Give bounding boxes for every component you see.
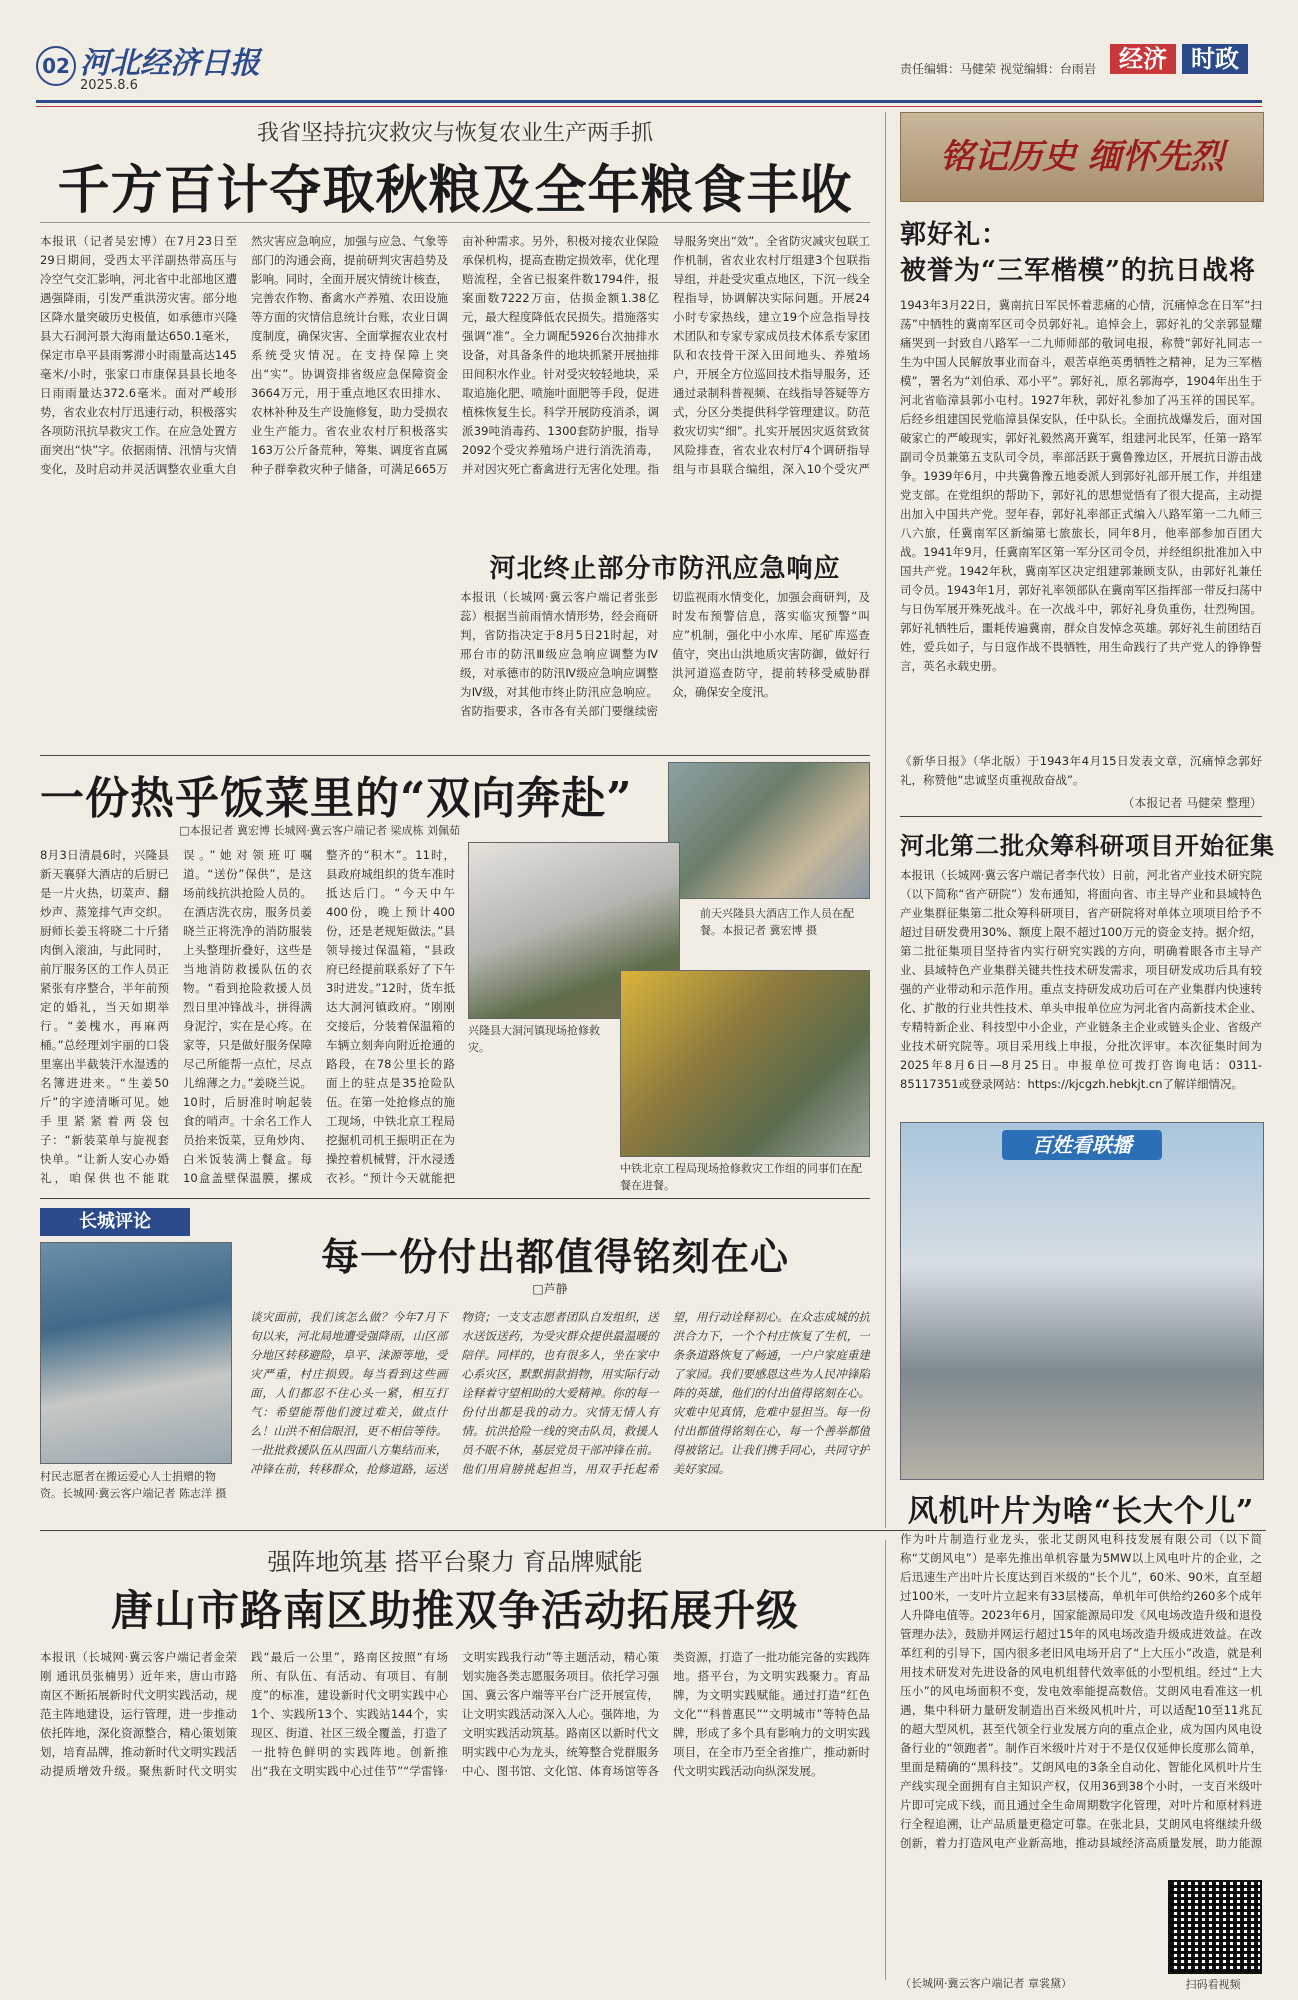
divider: [40, 222, 870, 223]
paper-name: 河北经济日报: [80, 46, 260, 81]
history-headline-person: 郭好礼：: [900, 220, 1009, 250]
meal-photo-kitchen: [668, 762, 870, 899]
history-banner: [900, 112, 1264, 202]
divider: [40, 755, 870, 756]
commentary-byline: □芦静: [532, 1282, 568, 1296]
research-body: 本报讯（长城网·冀云客户端记者李代妆）日前，河北省产业技术研究院（以下简称“省产研院”）发布通知，将面向省、市主导产业和县域特色产业集群征集第二批众筹科研项目，省产研院将对单体立项项目给予不超过目研发费用30%、额度上限不超过100万元的资金支持。据介绍，第二批征集项目坚持省内实行研究实践的方向，明确着眼各市主导产业、县域特色产业集群关键共性技术研发需求，项目研发成功后具有较强的产业带动和示范作用。重点支持研发成功后可在产业集群内快速转化、扩散的行业共性技术、单头申报单位应为河北省内高新技术企业、专精特新企业、科技型中小企业，产业链条主企业或链头企业、省级产业技术研究院等。项目采用线上申报，分批次评审。本次征集时间为2025年8月6日—8月25日。申报单位可拨打咨询电话：0311-85117351或登录网站：https://kjcgzh.hebkjt.cn了解详细情况。: [900, 868, 1262, 1091]
section-tag-politics: 时政: [1182, 44, 1248, 74]
meal-body: 8月3日清晨6时，兴隆县新天襄驿大酒店的后厨已是一片火热，切菜声、翻炒声、蒸笼排气声交织。厨师长姜玉将晓二十斤猪肉倒入滚油，与此同时，前厅服务区的工作人员正紧张有序整合，半年前预定的婚礼，当天如期举行。“姜槐水，再麻两桶。”总经理刘宇丽的口袋里塞出半截装汗水湿透的名簿进进来。“生姜50斤”的字迹清晰可见。她手里紧紧着两袋包子：“新装菜单与旋视套快单。“让新人安心办婚礼，咱保供也不能耽误。”她对领班叮嘱道。“送份”保供”，是这场前线抗洪抢险人员的。在酒店洗衣房，服务员姜晓兰正将洗净的消防服装上头整理折叠好，这些是当地消防救援队伍的衣物。“看到抢险救援人员烈日里冲锋战斗，拼得满身泥泞，实在是心疼。在家等，只是做好服务保障尽己所能帮一点忙，尽点儿绵薄之力。”姜晓兰说。10时，后厨准时响起装食的哨声。十余名工作人员抬来饭菜，豆角炒肉、白米饭装满上餐盒。每10盒盖壁保温膜，摞成整齐的“积木”。11时，县政府城组织的货车准时抵达后门。“今天中午400份，晚上预计400份，还是老规矩做法。”县领导接过保温箱，“县政府已经提前联系好了下午3时进发。”12时，货车抵达大洞河镇政府。“刚刚交接后，分装着保温箱的车辆立刻奔向附近抢通的路段，在78公里长的路面上的驻点是35抢险队伍。在第一处抢修点的施工现场，中铁北京工程局挖掘机司机王振明正在为操控着机械臂，汗水浸透衣衫。“预计今天就能把: [40, 848, 455, 1185]
section-tag-economy: 经济: [1110, 44, 1176, 74]
meal-body-continued: [468, 1060, 613, 1190]
live-stream-banner-title: 百姓看联播: [1032, 1133, 1132, 1157]
editor-credits: 责任编辑：马健荣 视觉编辑：台雨岩: [900, 62, 1096, 76]
commentary-column-banner: [40, 1208, 190, 1236]
history-body: 1943年3月22日，冀南抗日军民怀着悲痛的心情，沉痛悼念在日军“扫荡”中牺牲的冀南军区司令员郭好礼。追悼会上，郭好礼的父亲郭显耀痛哭到一封致自八路军一二九师师部的敬词电报，称赞“郭好礼同志一生为中国人民解放事业而奋斗，艰苦卓绝英勇牺牲之精神，足为三军楷模”，署名为“刘伯承、邓小平”。郭好礼，原名郭海亭，1904年出生于河北省临漳县郭小屯村。1927年秋，郭好礼参加了冯玉祥的国民军。后经乡组建国民党临漳县保安队，任中队长。全面抗战爆发后，面对国破家亡的严峻现实，郭好礼毅然离开冀军，组建河北民军，任第一路军副司令员兼第五支队司令员，率部活跃于冀鲁豫边区，开展抗日游击战争。1939年6月，中共冀鲁豫五地委派人到郭好礼部开展工作，并组建党支部。在党组织的帮助下，郭好礼的思想觉悟有了很大提高，主动提出加入中国共产党。翌年春，郭好礼率部正式编入八路军第一二九师三八六旅，任冀南军区新编第七旅旅长，同年8月，他率部参加百团大战。1941年9月，任冀南军区第一军分区司令员，并经组织批准加入中国共产党。1942年秋，冀南军区决定组建郭兼顾支队，由郭好礼兼任司令员。1943年1月，郭好礼率领部队在冀南军区指挥部一带反扫荡中与日伪军展开殊死战斗。在一次战斗中，郭好礼身负重伤，壮烈殉国。郭好礼牺牲后，噩耗传遍冀南，群众自发悼念英雄。郭好礼生前团结百姓，爱兵如子，与日寇作战不畏牺牲，用生命践行了共产党人的铮铮誓言，英名永载史册。: [900, 298, 1262, 673]
header-rule: [36, 100, 1262, 103]
grain-headline: 千方百计夺取秋粮及全年粮食丰收: [57, 160, 853, 221]
tangshan-body: 本报讯（长城网·冀云客户端记者金荣刚 通讯员张楠男）近年来，唐山市路南区不断拓展新时代文明实践活动，规范主阵地建设，运行管理，进一步推动依托阵地，深化资源整合，精心策划策划，培育品牌，推动新时代文明实践活动提质增效升级。聚焦新时代文明实践“最后一公里”，路南区按照“有场所、有队伍、有活动、有项目、有制度”的标准，建设新时代文明实践中心1个、实践所13个、实践站144个，实现区、街道、社区三级全覆盖，打造了一批特色鲜明的实践阵地。创新推出“我在文明实践中心过佳节”“学雷锋·文明实践我行动”等主题活动，精心策划实施各类志愿服务项目。依托学习强国、冀云客户端等平台广泛开展宣传，让文明实践活动深入人心。强阵地，为文明实践活动筑基。路南区以新时代文明实践中心为龙头，统筹整合党群服务中心、图书馆、文化馆、体育场馆等各类资源，打造了一批功能完备的实践阵地。搭平台，为文明实践聚力。育品牌，为文明实践赋能。通过打造“红色文化”“科普惠民”“文明城市”等特色品牌，形成了多个具有影响力的文明实践项目，在全市乃至全省推广，推动新时代文明实践活动向纵深发展。: [40, 1650, 870, 1778]
history-source-note: 《新华日报》（华北版）于1943年4月15日发表文章，沉痛悼念郭好礼，称赞他“忠诚坚贞重视敌奋战”。: [900, 754, 1262, 787]
page-number: 02: [36, 46, 76, 86]
meal-photo-caption-3: 中铁北京工程局现场抢修救灾工作组的同事们在配餐在进餐。: [620, 1162, 862, 1192]
commentary-photo-caption: 村民志愿者在搬运爱心人士捐赠的物资。长城网·冀云客户端记者 陈志洋 摄: [40, 1470, 227, 1500]
grain-body-continued: [40, 500, 440, 750]
research-headline: 河北第二批众筹科研项目开始征集: [900, 831, 1275, 860]
qr-code-icon[interactable]: [1168, 1880, 1262, 1974]
history-byline: （本报记者 马健荣 整理）: [1122, 796, 1262, 810]
qr-caption: 扫码看视频: [1185, 1978, 1241, 1991]
turbine-body-continued: [900, 1852, 1150, 1972]
header-rule-thin: [36, 106, 1262, 107]
turbine-photo: [900, 1122, 1264, 1480]
turbine-headline: 风机叶片为啥“长大个儿”: [907, 1494, 1255, 1529]
meal-photo-caption-2: 兴隆县大洞河镇现场抢修救灾。: [468, 1024, 600, 1054]
live-stream-banner: [1002, 1130, 1162, 1160]
turbine-body: 作为叶片制造行业龙头，张北艾朗风电科技发展有限公司（以下简称“艾朗风电”）是率先推出单机容量为5MW以上风电叶片的企业，之后迅速生产出叶片长度达到百米级的“长个儿”，60米、90米，直至超过100米，一支叶片立起来有33层楼高，单机年可供给约260多个成年人升降电值等。2023年6月，国家能源局印发《风电场改造升级和退役管理办法》，鼓励并网运行超过15年的风电场改造升级成进效益。在改革红利的引导下，国内很多老旧风电场开启了“上大压小”改造，就是利用技术研发对先进设备的风电机组替代效率低的小型机组。经过“上大压小”的风电场面积不变，发电效率能提高数倍。艾朗风电看准这一机遇，集中科研力量研发制造出百米级风机叶片，可以适配10至11兆瓦的超大型风机，甚至代领全行业发展方向的重点企业，成为国内风电设备行业的“领跑者”。制作百米级叶片对于不是仅仅延伸长度那么简单，里面是精确的“黑科技”。艾朗风电的3条全自动化、智能化风机叶片生产线实现全面拥有自主知识产权，仅用36到38个小时，一支百米级叶片即可完成下线，而且通过全生命周期数字化管理，对叶片和原材料进行全程追溯，让产品质量更稳定可靠。在张北县，艾朗风电将继续升级创新，着力打造风电产业新高地，推动县域经济高质量发展，助力能源: [900, 1532, 1262, 1850]
tangshan-headline: 唐山市路南区助推双争活动拓展升级: [110, 1586, 799, 1635]
meal-photo-excavator: [620, 970, 870, 1157]
tangshan-kicker: 强阵地筑基 搭平台聚力 育品牌赋能: [267, 1548, 643, 1576]
masthead: [0, 0, 1298, 96]
grain-kicker: 我省坚持抗灾救灾与恢复农业生产两手抓: [256, 121, 653, 146]
meal-byline: □本报记者 冀宏博 长城网·冀云客户端记者 梁成栋 刘佩茹: [179, 824, 460, 837]
grain-body: 本报讯（记者吴宏博）在7月23日至29日期间，受西太平洋副热带高压与冷空气交汇影响，河北省中北部地区遭遇强降雨，引发严重洪涝灾害。部分地区降水量突破历史极值，如承德市兴隆县大石洞河景大海雨量达650.1毫米，保定市阜平县雨雾滞小时雨量高达145毫米/小时，张家口市康保县县长地冬日雨雨量达372.6毫米。面对严峻形势，省农业农村厅迅速行动，积极落实各项防汛抗旱救灾工作。在应急处置方面突出“快”字。依据雨情、汛情与灾情变化，及时启动并灵活调整农业重大自然灾害应急响应，加强与应急、气象等部门的沟通会商，提前研判灾害趋势及影响。同时，全面开展灾情统计核查，完善农作物、畜禽水产养殖、农田设施等方面的灾情信息统计台账，农业日调度制度，确保灾害、全面掌握农业农村系统受灾情况。在支持保障上突出“实”。协调资排省级应急保障资金3664万元，用于重点地区农田排水、农林补种及生产设施修复，助力受损农业生产能力。省农业农村厅积极落实163万公斤备荒种，筹集、调度省直属种子群拳救灾种子储备，可满足665万亩补种需求。另外，积极对接农业保险承保机构，提高查勘定损效率，优化理赔流程，全省已报案件数1794件，报案面数7222万亩，估损金额1.38亿元，最大程度降低农民损失。措施落实强调“准”。全力调配5926台次抽排水设备，对具备条件的地块抓紧开展抽排田间积水作业。针对受灾较轻地块，采取追施化肥、喷施叶面肥等手段，促进植株恢复生长。科学开展防疫消杀，调派39吨消毒药、1300套防护服，指导2092个受灾养殖场户进行消洗消毒，并对因灾死亡畜禽进行无害化处理。指导服务突出“效”。全省防灾减灾包联工作机制，省农业农村厅组建3个包联指导组，并赴受灾重点地区，下沉一线全程指导，协调解决实际问题。开展24小时专家热线，建立19个应急指导技术团队和专家专家成员技术体系专家团队和农技骨干深入田间地头、养殖场户，开展全方位巡回技术指导服务，还通过录制科普视频、在线指导答疑等方式，分区分类提供科学管理建议。防范救灾切实“细”。扎实开展因灾返贫致贫风险排查，省农业农村厅4个调研指导组与市县联合编组，深入10个受灾严: [40, 234, 870, 476]
commentary-column-title: 长城评论: [79, 1211, 151, 1232]
commentary-body: 谈灾面前，我们该怎么做？今年7月下旬以来，河北局地遭受强降雨，山区部分地区转移避险，阜平、涞源等地，受灾严重，村庄损毁。每当看到这些画面，人们都忍不住心头一紧，相互打气：希望能帮他们渡过难关，做点什么！山洪不相信眼泪，更不相信等待。一批批救援队伍从四面八方集结而来，冲锋在前，转移群众，抢修道路，运送物资；一支支志愿者团队自发组织，送水送饭送药，为受灾群众提供最温暖的陪伴。同样的，也有很多人，坐在家中心系灾区，默默捐款捐物，用实际行动诠释着守望相助的大爱精神。你的每一份付出都是我的动力。灾情无情人有情。抗洪抢险一线的突击队员，救援人员不眠不休，基层党员干部冲锋在前。他们用肩膀挑起担当，用双手托起希望，用行动诠释初心。在众志成城的抗洪合力下，一个个村庄恢复了生机，一条条道路恢复了畅通，一户户家庭重建了家园。我们要感恩这些为人民冲锋陷阵的英雄，他们的付出值得铭刻在心。灾难中见真情，危难中显担当。每一份付出都值得铭刻在心，每一个善举都值得被铭记。让我们携手同心，共同守护美好家园。: [250, 1310, 870, 1476]
column-divider: [885, 1540, 886, 1980]
publish-date: 2025.8.6: [80, 78, 138, 93]
emergency-body: 本报讯（长城网·冀云客户端记者张彭蕊）根据当前雨情水情形势，经会商研判，省防指决定于8月5日21时起，对邢台市的防汛Ⅲ级应急响应调整为Ⅳ级，对承德市的防汛Ⅳ级应急响应调整为Ⅳ级，对其他市终止防汛应急响应。省防指要求，各市各有关部门要继续密切监视雨水情变化，加强会商研判，及时发布预警信息，落实临灾预警“叫应”机制，强化中小水库、尾矿库巡查值守，突出山洪地质灾害防御，做好行洪河道巡查防守，提前转移受威胁群众，确保安全度汛。: [460, 590, 870, 718]
divider: [900, 816, 1262, 817]
history-banner-title: 铭记历史 缅怀先烈: [940, 137, 1224, 177]
commentary-photo: [40, 1242, 232, 1464]
emergency-headline: 河北终止部分市防汛应急响应: [489, 554, 841, 584]
turbine-byline: （长城网·冀云客户端记者 章裳黛）: [900, 1977, 1072, 1990]
history-headline: 被誉为“三军楷模”的抗日战将: [900, 256, 1256, 286]
divider: [40, 1198, 870, 1199]
meal-headline: 一份热乎饭菜里的“双向奔赴”: [40, 773, 633, 824]
meal-photo-caption-1: 前天兴隆县大酒店工作人员在配餐。本报记者 冀宏博 摄: [700, 907, 854, 937]
column-divider: [885, 112, 886, 1528]
commentary-headline: 每一份付出都值得铭刻在心: [320, 1234, 789, 1279]
